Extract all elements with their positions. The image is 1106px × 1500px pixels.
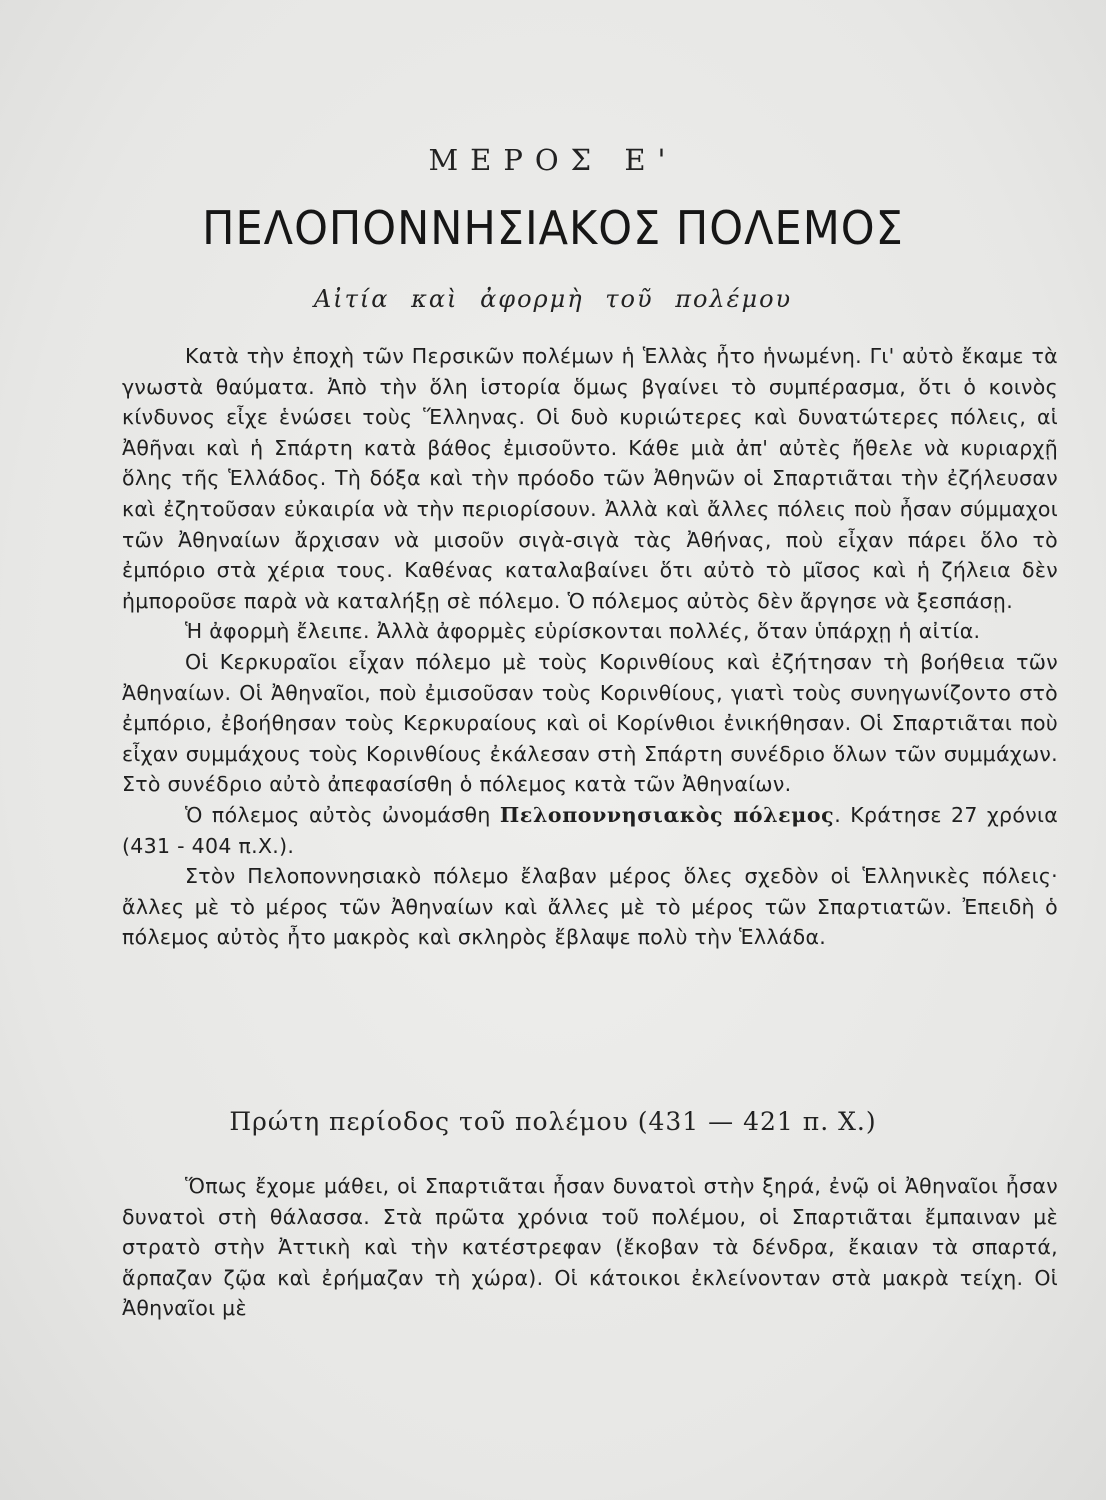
paragraph [122, 800, 1058, 861]
section-body-first-period [122, 1171, 1058, 1324]
paragraph: Οἱ Κερκυραῖοι εἶχαν πόλεμο μὲ τοὺς Κορινθίους καὶ ἐζήτησαν τὴ βοήθεια τῶν Ἀθηναίων. Οἱ Ἀθηναῖοι, ποὺ ἐμισοῦσαν τοὺς Κορινθίους, γιατὶ τοὺς συνηγωνίζοντο στὸ ἐμπόριο, ἐβοήθησαν τοὺς Κερκυραίους καὶ οἱ Κορίνθιοι ἐνικήθησαν. Οἱ Σπαρτιᾶται ποὺ εἶχαν συμμάχους τοὺς Κορινθίους ἐκάλεσαν στὴ Σπάρτη συνέδριο ὅλων τῶν συμμάχων. Στὸ συνέδριο αὐτὸ ἀπεφασίσθη ὁ πόλεμος κατὰ τῶν Ἀθηναίων. [122, 649, 1058, 797]
paragraph: Στὸν Πελοποννησιακὸ πόλεμο ἔλαβαν μέρος ὅλες σχεδὸν οἱ Ἑλληνικὲς πόλεις· ἄλλες μὲ τὸ μέρος τῶν Ἀθηναίων καὶ ἄλλες μὲ τὸ μέρος τῶν Σπαρτιατῶν. Ἐπειδὴ ὁ πόλεμος αὐτὸς ἦτο μακρὸς καὶ σκληρὸς ἔβλαψε πολὺ τὴν Ἑλλάδα. [122, 864, 1058, 950]
text-span: . Κράτησε 27 χρόνια (431 - 404 π.Χ.). [122, 802, 1059, 858]
chapter-title: ΠΕΛΟΠΟΝΝΗΣΙΑΚΟΣ ΠΟΛΕΜΟΣ [202, 202, 904, 256]
section-heading-first-period: Πρώτη περίοδος τοῦ πολέμου (431 — 421 π. Χ.) [229, 1107, 877, 1136]
paragraph: Κατὰ τὴν ἐποχὴ τῶν Περσικῶν πολέμων ἡ Ἑλλὰς ἦτο ἡνωμένη. Γι' αὐτὸ ἔκαμε τὰ γνωστὰ θαύματα. Ἀπὸ τὴν ὅλη ἱστορία ὅμως βγαίνει τὸ συμπέρασμα, ὅτι ὁ κοινὸς κίνδυνος εἶχε ἑνώσει τοὺς Ἕλληνας. Οἱ δυὸ κυριώτερες καὶ δυνατώτερες πόλεις, αἱ Ἀθῆναι καὶ ἡ Σπάρτη κατὰ βάθος ἐμισοῦντο. Κάθε μιὰ ἀπ' αὐτὲς ἤθελε νὰ κυριαρχῇ ὅλης τῆς Ἑλλάδος. Τὴ δόξα καὶ τὴν πρόοδο τῶν Ἀθηνῶν οἱ Σπαρτιᾶται τὴν ἐζήλευσαν καὶ ἐζητοῦσαν εὐκαιρία νὰ τὴν περιορίσουν. Ἀλλὰ καὶ ἄλλες πόλεις ποὺ ἦσαν σύμμαχοι τῶν Ἀθηναίων ἄρχισαν νὰ μισοῦν σιγὰ-σιγὰ τὰς Ἀθήνας, ποὺ εἶχαν πάρει ὅλο τὸ ἐμπόριο στὰ χέρια τους. Καθένας καταλαβαίνει ὅτι αὐτὸ τὸ μῖσος καὶ ἡ ζήλεια δὲν ἠμποροῦσε παρὰ νὰ καταλήξῃ σὲ πόλεμο. Ὁ πόλεμος αὐτὸς δὲν ἄργησε νὰ ξεσπάσῃ. [122, 344, 1058, 613]
bold-term: Πελοποννησιακὸς πόλεμος [499, 802, 835, 827]
section-heading-causes: Αἰτία καὶ ἀφορμὴ τοῦ πολέμου [313, 285, 793, 313]
paragraph: Ὅπως ἔχομε μάθει, οἱ Σπαρτιᾶται ἦσαν δυνατοὶ στὴν ξηρά, ἐνῷ οἱ Ἀθηναῖοι ἦσαν δυνατοὶ στὴ θάλασσα. Στὰ πρῶτα χρόνια τοῦ πολέμου, οἱ Σπαρτιᾶται ἔμπαιναν μὲ στρατὸ στὴν Ἀττικὴ καὶ τὴν κατέστρεφαν (ἔκοβαν τὰ δένδρα, ἔκαιαν τὰ σπαρτά, ἅρπαζαν ζῷα καὶ ἐρήμαζαν τὴ χώρα). Οἱ κάτοικοι ἐκλείνονταν στὰ μακρὰ τείχη. Οἱ Ἀθηναῖοι μὲ [122, 1174, 1058, 1321]
paragraph: Ἡ ἀφορμὴ ἔλειπε. Ἀλλὰ ἀφορμὲς εὑρίσκονται πολλές, ὅταν ὑπάρχῃ ἡ αἰτία. [185, 619, 981, 644]
section-body-causes [122, 341, 1058, 953]
part-title: ΜΕΡΟΣ Ε' [428, 143, 678, 177]
text-span: Ὁ πόλεμος αὐτὸς ὠνομάσθη [185, 802, 500, 827]
